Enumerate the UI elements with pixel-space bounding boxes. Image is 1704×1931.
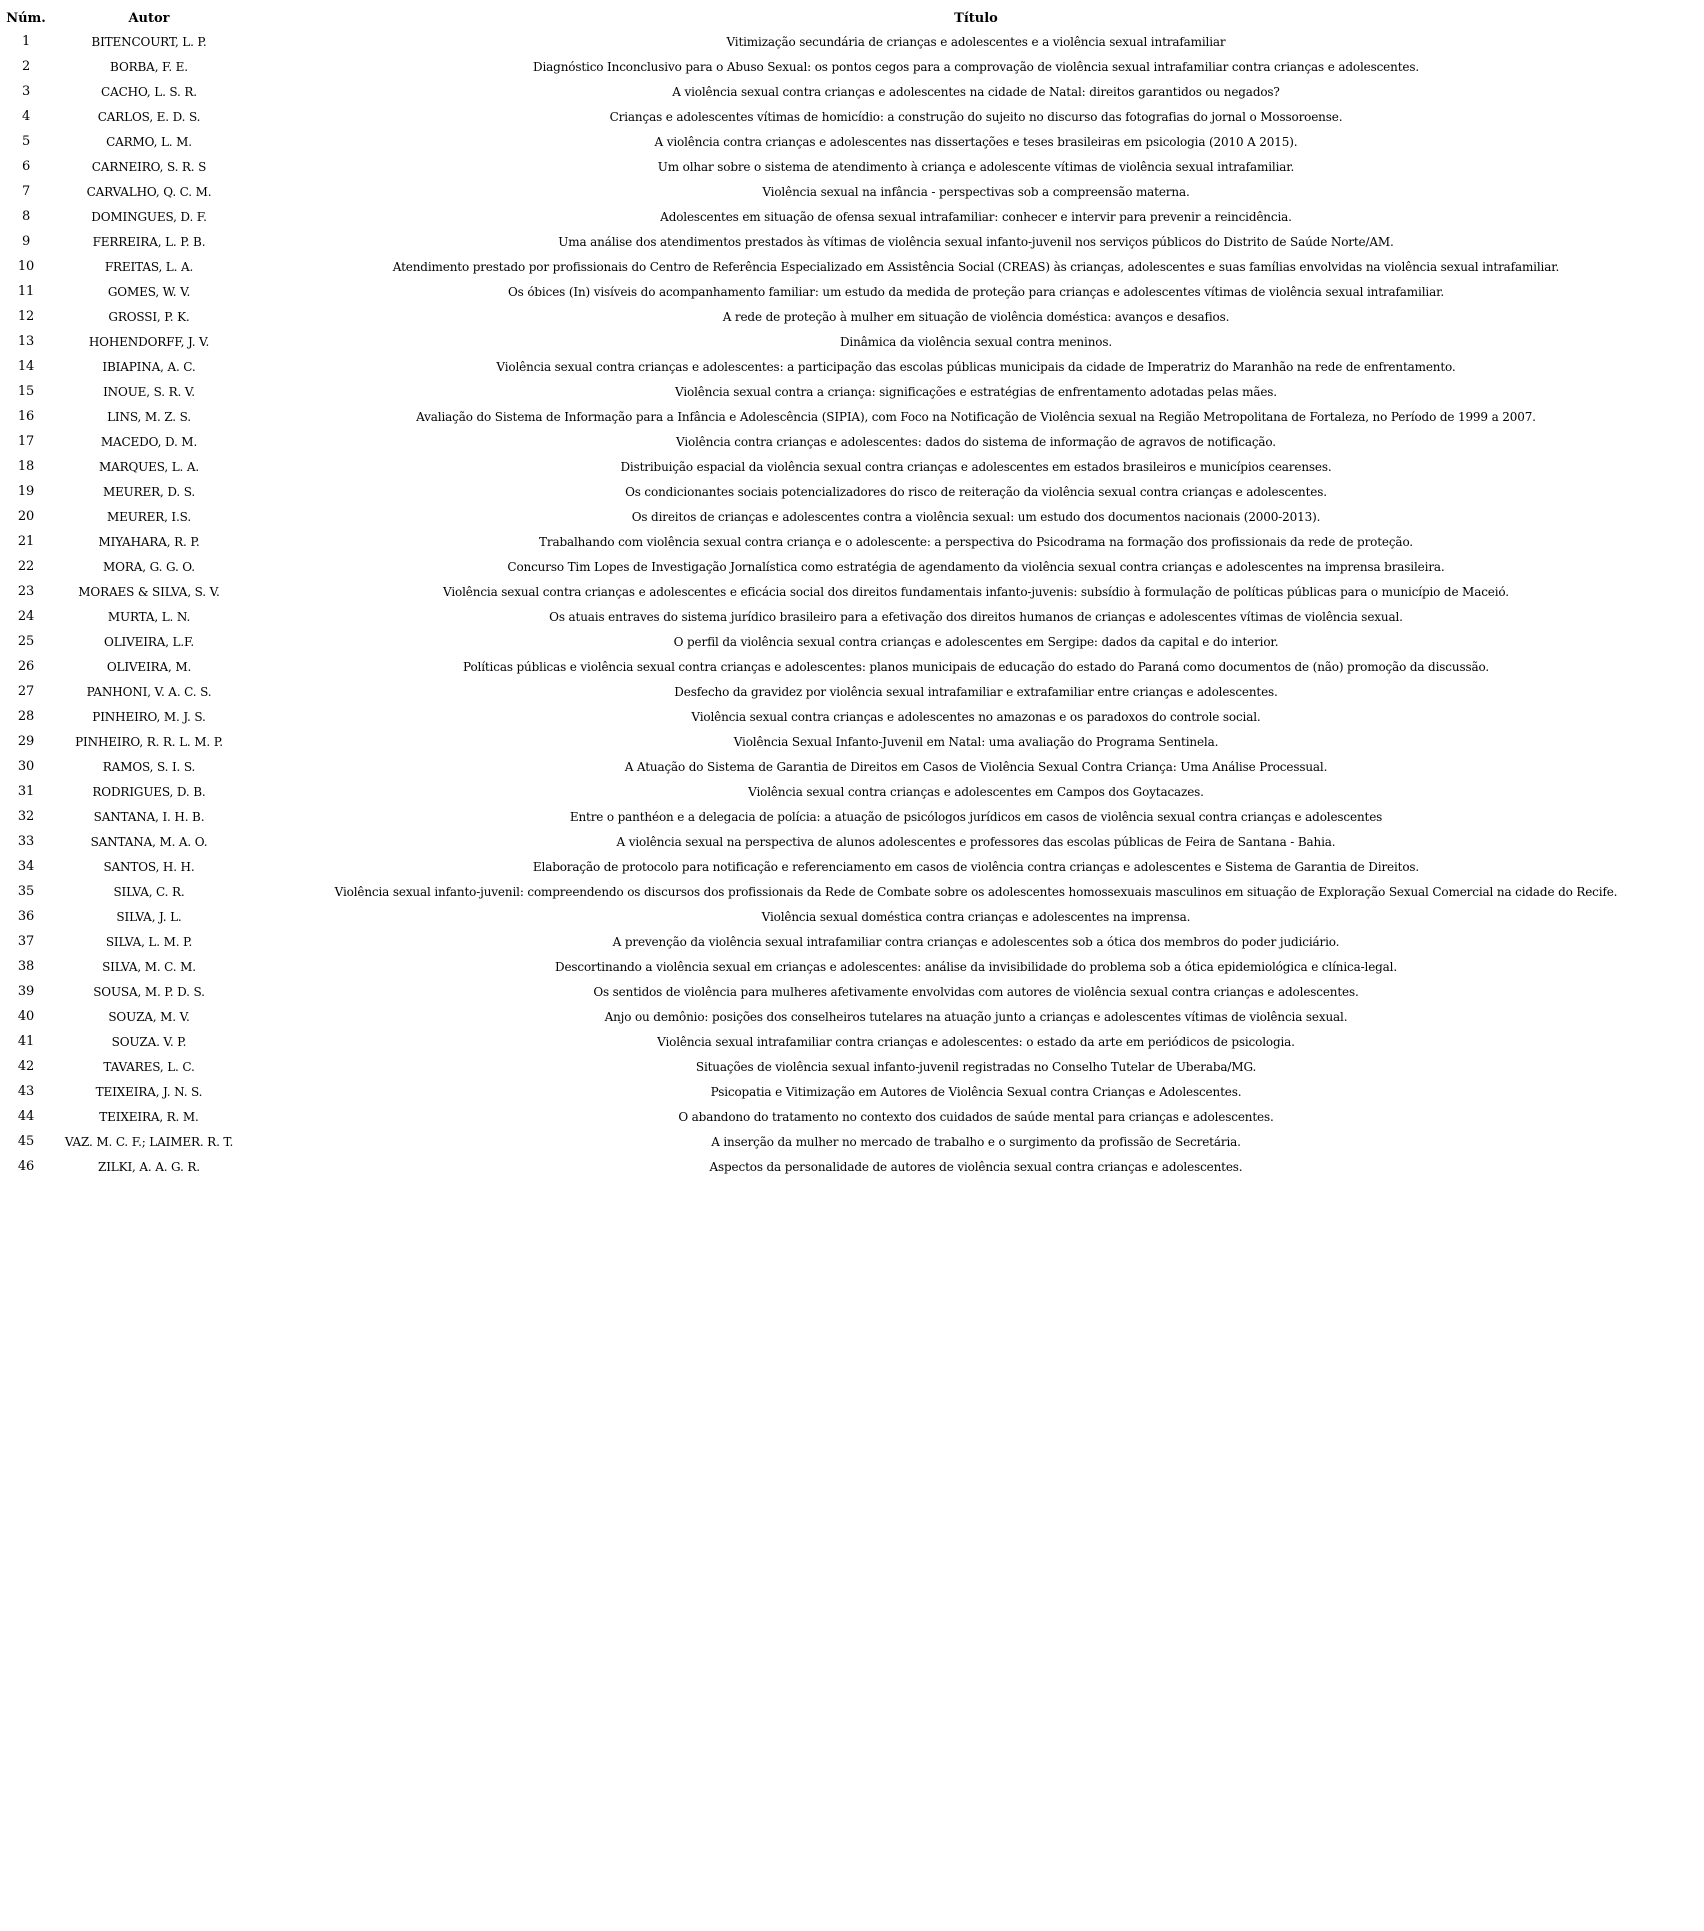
row-number: 23: [17, 584, 35, 599]
row-number: 24: [17, 609, 35, 624]
table-row: [2, 129, 1704, 154]
table-row: [2, 79, 1704, 104]
row-number: 5: [21, 134, 31, 149]
column-header-autor: Autor: [128, 10, 170, 26]
row-author: OLIVEIRA, L.F.: [104, 634, 194, 649]
row-author: SILVA, J. L.: [116, 909, 182, 924]
row-number: 15: [17, 384, 35, 399]
row-number: 40: [17, 1009, 35, 1024]
row-title: Avaliação do Sistema de Informação para a Infância e Adolescência (SIPIA), com Foco na Notificação de Violência sexual na Região Metropolitana de Fortaleza, no Período de 1999 a 2007.: [416, 409, 1536, 424]
table-row: [2, 504, 1704, 529]
row-title: O perfil da violência sexual contra crianças e adolescentes em Sergipe: dados da capital e do interior.: [673, 634, 1279, 649]
row-author: GROSSI, P. K.: [108, 309, 190, 324]
row-author: MIYAHARA, R. P.: [98, 534, 200, 549]
row-title: Situações de violência sexual infanto-juvenil registradas no Conselho Tutelar de Uberaba/MG.: [695, 1059, 1257, 1074]
row-number: 27: [17, 684, 35, 699]
row-number: 16: [17, 409, 35, 424]
row-author: OLIVEIRA, M.: [106, 659, 192, 674]
table-row: [2, 554, 1704, 579]
row-author: SOUSA, M. P. D. S.: [93, 984, 205, 999]
row-title: Diagnóstico Inconclusivo para o Abuso Sexual: os pontos cegos para a comprovação de violência sexual intrafamiliar contra crianças e adolescentes.: [533, 59, 1419, 74]
table-row: [2, 479, 1704, 504]
row-number: 8: [21, 209, 31, 224]
table-row: [2, 179, 1704, 204]
row-number: 7: [21, 184, 31, 199]
row-title: Anjo ou demônio: posições dos conselheiros tutelares na atuação junto a crianças e adolescentes vítimas de violência sexual.: [604, 1009, 1348, 1024]
row-number: 20: [17, 509, 35, 524]
row-author: VAZ. M. C. F.; LAIMER. R. T.: [64, 1134, 234, 1149]
row-number: 30: [17, 759, 35, 774]
row-title: A violência sexual contra crianças e adolescentes na cidade de Natal: direitos garantidos ou negados?: [672, 84, 1280, 99]
row-author: ZILKI, A. A. G. R.: [98, 1159, 200, 1174]
row-author: GOMES, W. V.: [107, 284, 191, 299]
row-title: Elaboração de protocolo para notificação e referenciamento em casos de violência contra crianças e adolescentes e Sistema de Garantia de Direitos.: [532, 859, 1420, 874]
row-number: 36: [17, 909, 35, 924]
row-title: Os óbices (In) visíveis do acompanhamento familiar: um estudo da medida de proteção para crianças e adolescentes vítimas de violência sexual intrafamiliar.: [507, 284, 1445, 299]
table-row: [2, 54, 1704, 79]
row-author: CARVALHO, Q. C. M.: [86, 184, 212, 199]
table-row: [2, 1079, 1704, 1104]
row-number: 45: [17, 1134, 35, 1149]
row-title: Violência contra crianças e adolescentes: dados do sistema de informação de agravos de notificação.: [676, 434, 1276, 449]
table-row: [2, 454, 1704, 479]
table-row: [2, 1154, 1704, 1179]
row-number: 11: [17, 284, 35, 299]
table-row: [2, 604, 1704, 629]
table-row: [2, 404, 1704, 429]
row-author: BORBA, F. E.: [110, 59, 188, 74]
row-number: 41: [17, 1034, 35, 1049]
row-number: 37: [17, 934, 35, 949]
table-row: [2, 629, 1704, 654]
row-number: 17: [17, 434, 35, 449]
table-row: [2, 1004, 1704, 1029]
row-title: Descortinando a violência sexual em crianças e adolescentes: análise da invisibilidade do problema sob a ótica epidemiológica e clínica-legal.: [554, 959, 1398, 974]
row-author: PINHEIRO, R. R. L. M. P.: [75, 734, 223, 749]
row-author: SOUZA, M. V.: [108, 1009, 190, 1024]
row-number: 34: [17, 859, 35, 874]
row-title: Psicopatia e Vitimização em Autores de Violência Sexual contra Crianças e Adolescentes.: [710, 1084, 1242, 1099]
table-row: [2, 904, 1704, 929]
row-title: Aspectos da personalidade de autores de violência sexual contra crianças e adolescentes.: [709, 1159, 1243, 1174]
row-number: 1: [21, 34, 31, 49]
row-author: MACEDO, D. M.: [100, 434, 198, 449]
row-author: PANHONI, V. A. C. S.: [86, 684, 212, 699]
row-title: Os sentidos de violência para mulheres afetivamente envolvidas com autores de violência sexual contra crianças e adolescentes.: [593, 984, 1359, 999]
row-title: Distribuição espacial da violência sexual contra crianças e adolescentes em estados brasileiros e municípios cearenses.: [620, 459, 1332, 474]
row-author: CACHO, L. S. R.: [101, 84, 197, 99]
column-header-num: Núm.: [6, 10, 46, 26]
row-title: Atendimento prestado por profissionais do Centro de Referência Especializado em Assistência Social (CREAS) às crianças, adolescentes e suas famílias envolvidas na violência sexual intrafamiliar.: [392, 259, 1560, 274]
row-author: RAMOS, S. I. S.: [102, 759, 196, 774]
table-row: [2, 654, 1704, 679]
row-title: Violência sexual contra crianças e adolescentes: a participação das escolas públicas municipais da cidade de Imperatriz do Maranhão na rede de enfrentamento.: [496, 359, 1456, 374]
row-number: 38: [17, 959, 35, 974]
row-number: 18: [17, 459, 35, 474]
row-author: TEIXEIRA, J. N. S.: [95, 1084, 203, 1099]
row-author: HOHENDORFF, J. V.: [88, 334, 210, 349]
row-title: Entre o panthéon e a delegacia de polícia: a atuação de psicólogos jurídicos em casos de violência sexual contra crianças e adolescentes: [569, 809, 1383, 824]
row-title: Desfecho da gravidez por violência sexual intrafamiliar e extrafamiliar entre crianças e adolescentes.: [674, 684, 1278, 699]
row-title: Violência sexual contra crianças e adolescentes no amazonas e os paradoxos do controle social.: [691, 709, 1261, 724]
table-row: [2, 29, 1704, 54]
row-author: MORA, G. G. O.: [103, 559, 195, 574]
row-author: RODRIGUES, D. B.: [92, 784, 206, 799]
row-title: Violência sexual contra a criança: significações e estratégias de enfrentamento adotadas pelas mães.: [675, 384, 1277, 399]
row-title: Um olhar sobre o sistema de atendimento à criança e adolescente vítimas de violência sexual intrafamiliar.: [657, 159, 1295, 174]
row-author: MURTA, L. N.: [107, 609, 191, 624]
table-row: [2, 1054, 1704, 1079]
row-author: SILVA, L. M. P.: [105, 934, 193, 949]
row-author: SILVA, M. C. M.: [102, 959, 196, 974]
row-number: 26: [17, 659, 35, 674]
row-author: CARLOS, E. D. S.: [97, 109, 201, 124]
row-title: A Atuação do Sistema de Garantia de Direitos em Casos de Violência Sexual Contra Criança: Uma Análise Processual.: [624, 759, 1328, 774]
row-number: 10: [17, 259, 35, 274]
row-author: SOUZA. V. P.: [111, 1034, 187, 1049]
row-title: Políticas públicas e violência sexual contra crianças e adolescentes: planos municipais de educação do estado do Paraná como documentos de (não) promoção da discussão.: [463, 659, 1489, 674]
row-title: A inserção da mulher no mercado de trabalho e o surgimento da profissão de Secretária.: [711, 1134, 1241, 1149]
row-number: 25: [17, 634, 35, 649]
row-author: INOUE, S. R. V.: [103, 384, 195, 399]
row-author: LINS, M. Z. S.: [107, 409, 191, 424]
table-row: [2, 204, 1704, 229]
row-author: TEIXEIRA, R. M.: [99, 1109, 199, 1124]
row-number: 42: [17, 1059, 35, 1074]
row-author: MORAES & SILVA, S. V.: [78, 584, 220, 599]
row-number: 14: [17, 359, 35, 374]
row-author: PINHEIRO, M. J. S.: [92, 709, 206, 724]
table-row: [2, 929, 1704, 954]
row-number: 33: [17, 834, 35, 849]
table-row: [2, 979, 1704, 1004]
table-header-row: [2, 7, 1704, 29]
row-title: Dinâmica da violência sexual contra meninos.: [839, 334, 1113, 349]
row-author: SANTANA, I. H. B.: [93, 809, 205, 824]
row-title: A violência contra crianças e adolescentes nas dissertações e teses brasileiras em psicologia (2010 A 2015).: [654, 134, 1298, 149]
row-number: 22: [17, 559, 35, 574]
row-author: CARMO, L. M.: [106, 134, 192, 149]
row-number: 21: [17, 534, 35, 549]
table-row: [2, 779, 1704, 804]
table-row: [2, 154, 1704, 179]
row-title: Violência sexual contra crianças e adolescentes em Campos dos Goytacazes.: [748, 784, 1204, 799]
row-author: IBIAPINA, A. C.: [102, 359, 196, 374]
row-title: Violência sexual infanto-juvenil: compreendendo os discursos dos profissionais da Rede de Combate sobre os adolescentes homossexuais masculinos em situação de Exploração Sexual Comercial na cidade do Recife.: [334, 884, 1618, 899]
row-number: 43: [17, 1084, 35, 1099]
row-title: A prevenção da violência sexual intrafamiliar contra crianças e adolescentes sob a ótica dos membros do poder judiciário.: [612, 934, 1340, 949]
row-author: DOMINGUES, D. F.: [91, 209, 207, 224]
row-title: Concurso Tim Lopes de Investigação Jornalística como estratégia de agendamento da violência sexual contra crianças e adolescentes na imprensa brasileira.: [507, 559, 1445, 574]
row-author: MEURER, I.S.: [107, 509, 191, 524]
table-row: [2, 829, 1704, 854]
table-row: [2, 1104, 1704, 1129]
table-row: [2, 954, 1704, 979]
table-row: [2, 229, 1704, 254]
row-number: 44: [17, 1109, 35, 1124]
table-row: [2, 754, 1704, 779]
row-title: A rede de proteção à mulher em situação de violência doméstica: avanços e desafios.: [722, 309, 1230, 324]
row-title: Os atuais entraves do sistema jurídico brasileiro para a efetivação dos direitos humanos de crianças e adolescentes vítimas de violência sexual.: [549, 609, 1403, 624]
row-number: 3: [21, 84, 31, 99]
row-number: 28: [17, 709, 35, 724]
row-title: Trabalhando com violência sexual contra criança e o adolescente: a perspectiva do Psicodrama na formação dos profissionais da rede de proteção.: [539, 534, 1413, 549]
row-number: 31: [17, 784, 35, 799]
row-number: 6: [21, 159, 31, 174]
row-number: 35: [17, 884, 35, 899]
row-author: SILVA, C. R.: [113, 884, 185, 899]
row-number: 4: [21, 109, 31, 124]
table-row: [2, 279, 1704, 304]
table-row: [2, 429, 1704, 454]
row-title: Vitimização secundária de crianças e adolescentes e a violência sexual intrafamiliar: [726, 34, 1226, 49]
table-row: [2, 879, 1704, 904]
table-row: [2, 354, 1704, 379]
row-title: Violência sexual na infância - perspectivas sob a compreensão materna.: [762, 184, 1190, 199]
row-author: CARNEIRO, S. R. S: [91, 159, 207, 174]
row-number: 2: [21, 59, 31, 74]
row-title: O abandono do tratamento no contexto dos cuidados de saúde mental para crianças e adolescentes.: [678, 1109, 1274, 1124]
table-row: [2, 104, 1704, 129]
table-row: [2, 329, 1704, 354]
row-title: Violência sexual contra crianças e adolescentes e eficácia social dos direitos fundamentais infanto-juvenis: subsídio à formulação de políticas públicas para o município de Maceió.: [443, 584, 1509, 599]
row-number: 9: [21, 234, 31, 249]
row-title: Violência sexual intrafamiliar contra crianças e adolescentes: o estado da arte em periódicos de psicologia.: [657, 1034, 1295, 1049]
row-title: A violência sexual na perspectiva de alunos adolescentes e professores das escolas públicas de Feira de Santana - Bahia.: [616, 834, 1336, 849]
column-header-titulo: Título: [954, 10, 998, 26]
table-row: [2, 579, 1704, 604]
row-title: Crianças e adolescentes vítimas de homicídio: a construção do sujeito no discurso das fotografias do jornal o Mossoroense.: [609, 109, 1343, 124]
row-author: MEURER, D. S.: [102, 484, 196, 499]
row-title: Adolescentes em situação de ofensa sexual intrafamiliar: conhecer e intervir para prevenir a reincidência.: [660, 209, 1292, 224]
row-number: 46: [17, 1159, 35, 1174]
row-title: Os direitos de crianças e adolescentes contra a violência sexual: um estudo dos documentos nacionais (2000-2013).: [631, 509, 1321, 524]
table-row: [2, 1129, 1704, 1154]
table-body: [2, 29, 1704, 1179]
table-row: [2, 854, 1704, 879]
table-row: [2, 729, 1704, 754]
row-author: TAVARES, L. C.: [103, 1059, 195, 1074]
table-row: [2, 304, 1704, 329]
row-number: 12: [17, 309, 35, 324]
table-row: [2, 704, 1704, 729]
table-row: [2, 379, 1704, 404]
table-row: [2, 529, 1704, 554]
row-number: 39: [17, 984, 35, 999]
row-author: FREITAS, L. A.: [104, 259, 194, 274]
row-title: Violência sexual doméstica contra crianças e adolescentes na imprensa.: [761, 909, 1191, 924]
row-number: 19: [17, 484, 35, 499]
row-number: 32: [17, 809, 35, 824]
row-title: Os condicionantes sociais potencializadores do risco de reiteração da violência sexual contra crianças e adolescentes.: [625, 484, 1327, 499]
row-author: MARQUES, L. A.: [98, 459, 200, 474]
table-row: [2, 679, 1704, 704]
row-number: 29: [17, 734, 35, 749]
row-author: FERREIRA, L. P. B.: [92, 234, 206, 249]
row-number: 13: [17, 334, 35, 349]
row-author: SANTOS, H. H.: [103, 859, 195, 874]
row-author: BITENCOURT, L. P.: [91, 34, 207, 49]
row-title: Violência Sexual Infanto-Juvenil em Natal: uma avaliação do Programa Sentinela.: [733, 734, 1219, 749]
references-table: [2, 7, 1704, 1179]
row-author: SANTANA, M. A. O.: [90, 834, 208, 849]
table-row: [2, 1029, 1704, 1054]
row-title: Uma análise dos atendimentos prestados às vítimas de violência sexual infanto-juvenil nos serviços públicos do Distrito de Saúde Norte/AM.: [558, 234, 1394, 249]
table-row: [2, 254, 1704, 279]
table-row: [2, 804, 1704, 829]
